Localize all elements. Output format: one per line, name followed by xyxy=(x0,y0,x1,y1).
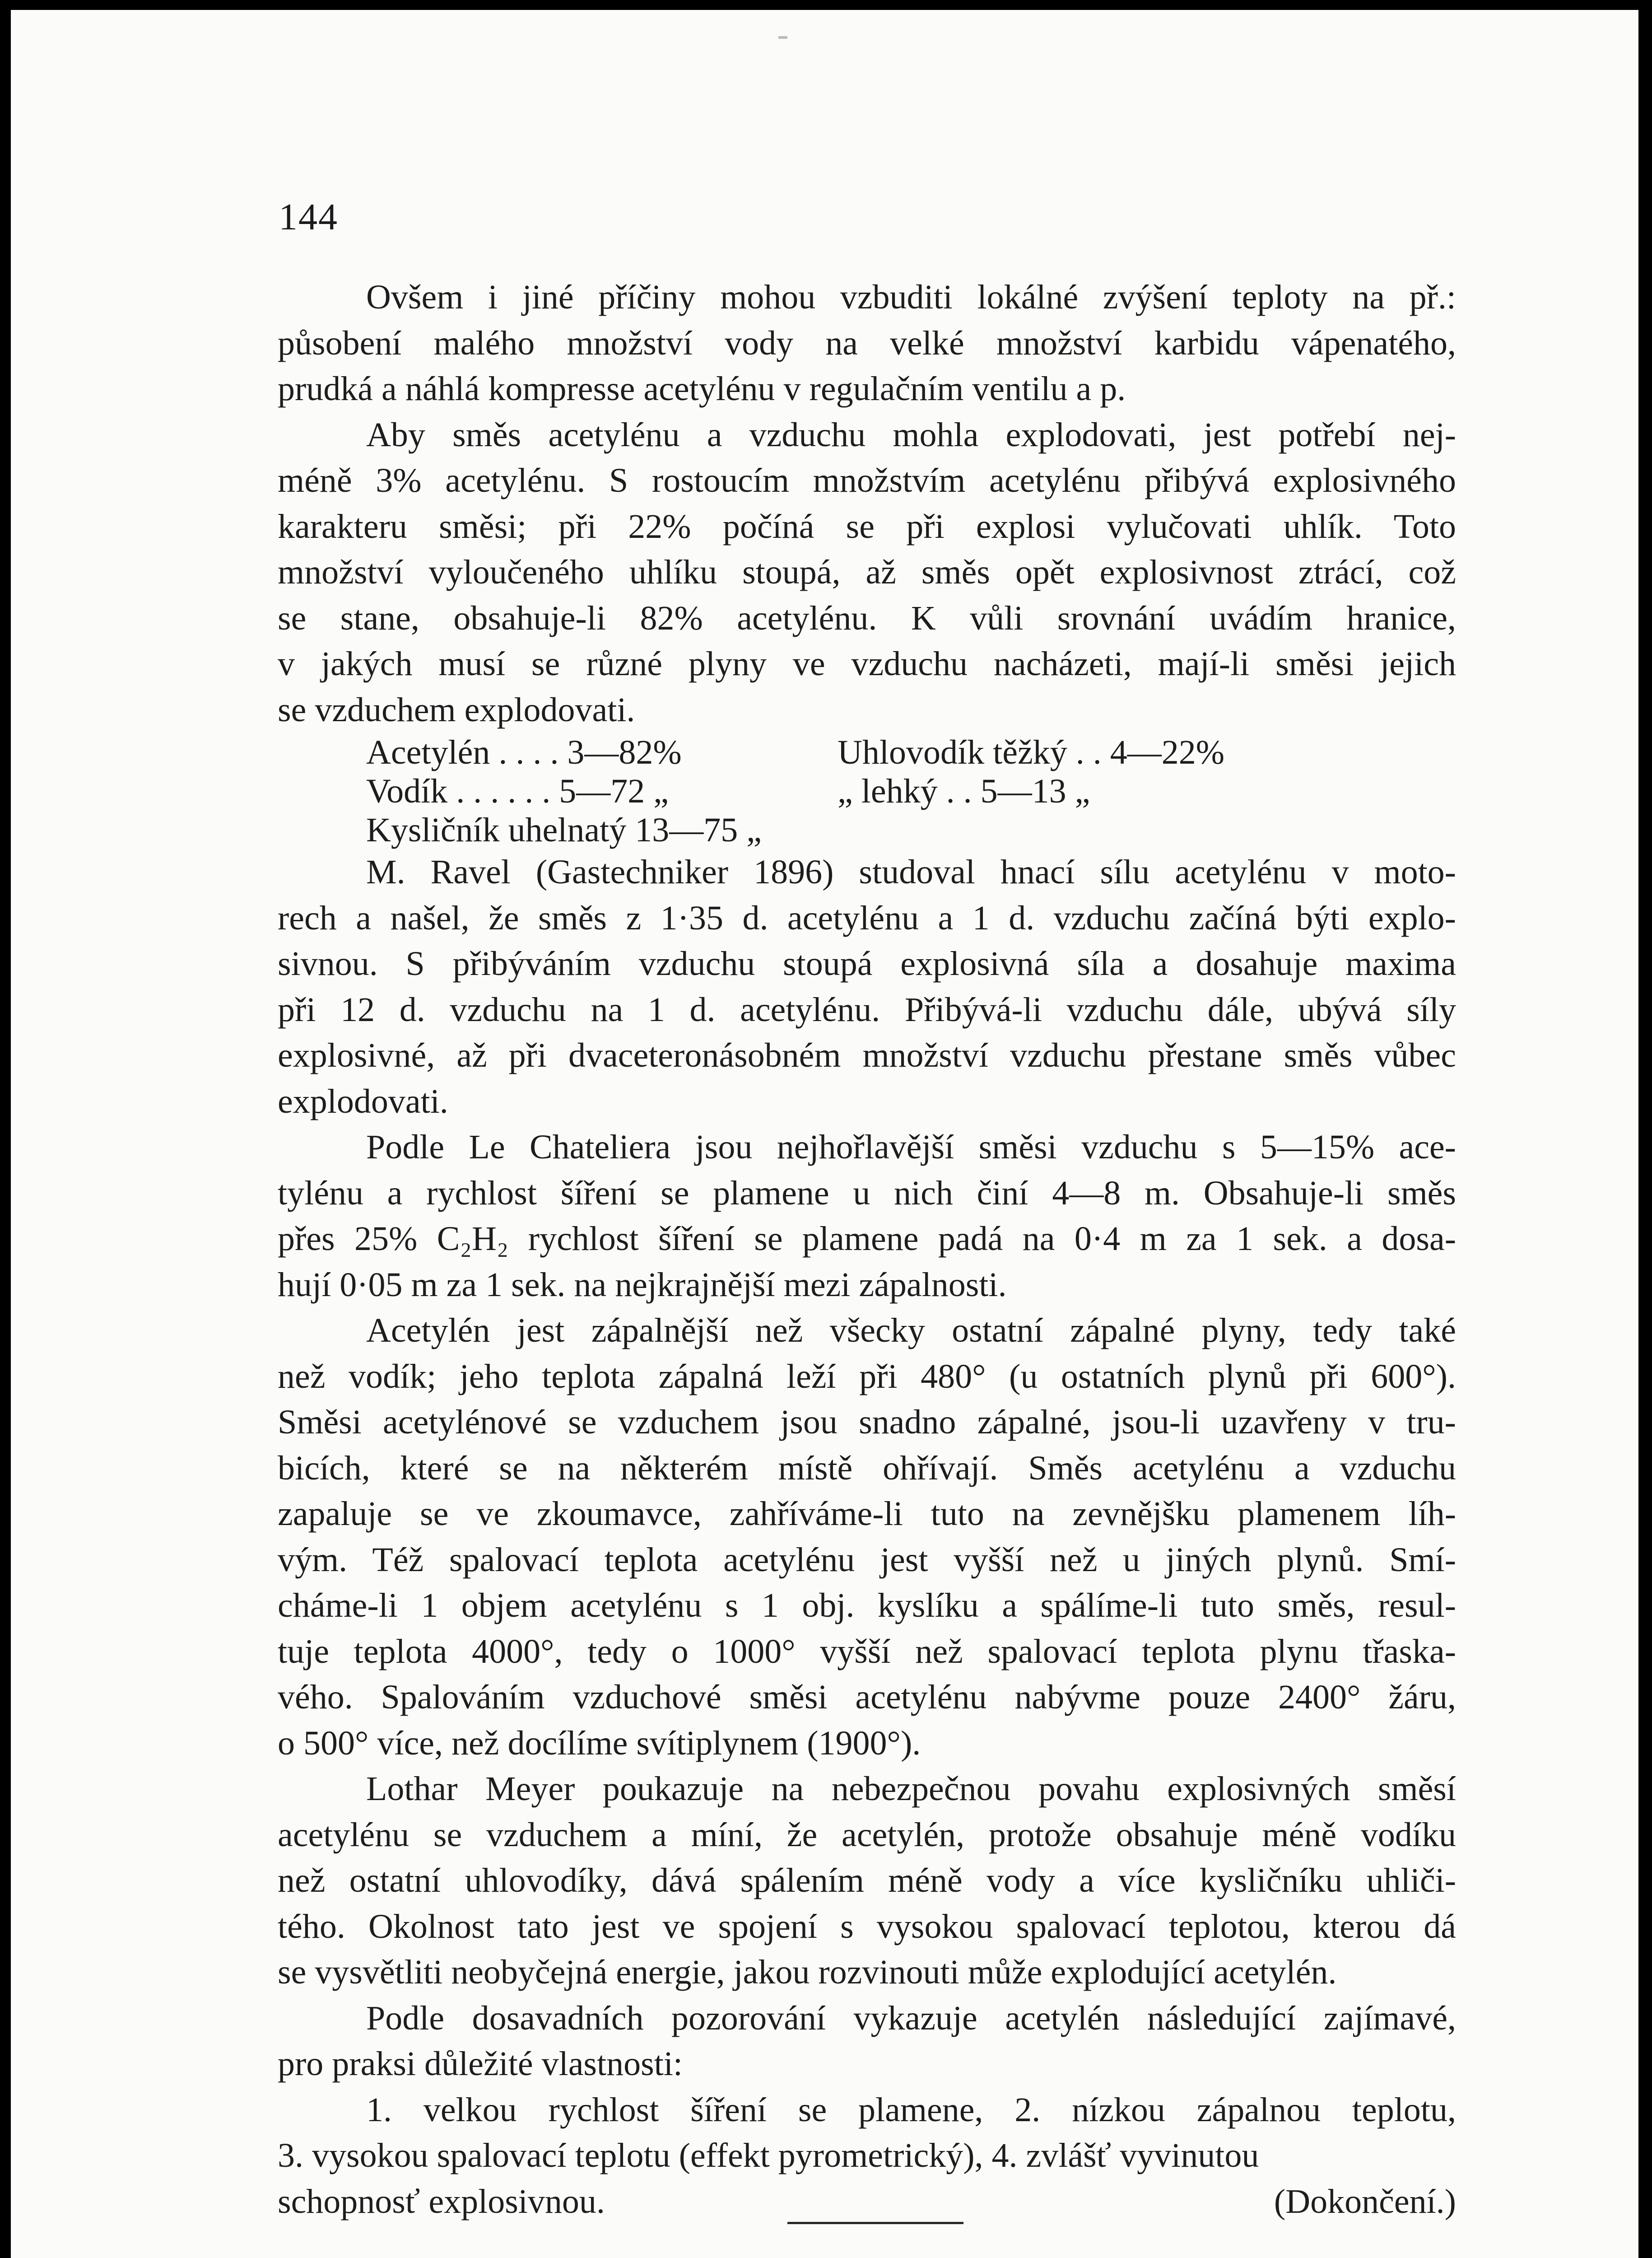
table-cell-gas: Kysličník uhelnatý 13—75 „ xyxy=(366,811,762,849)
text-line: Aby směs acetylénu a vzduchu mohla explodovati, jest potřebí nej- xyxy=(366,415,1456,454)
paragraph xyxy=(278,2087,1456,2179)
body-text xyxy=(278,275,1456,2225)
text-line: Acetylén jest zápalnější než všecky ostatní zápalné plyny, tedy také xyxy=(366,1311,1456,1349)
table-cell-gas: Acetylén . . . . 3—82% xyxy=(366,733,682,771)
text-line: než vodík; jeho teplota zápalná leží při 480° (u ostatních plynů při 600°). xyxy=(278,1357,1456,1395)
text-line: tylénu a rychlost šíření se plamene u nich činí 4—8 m. Obsahuje-li směs xyxy=(278,1174,1456,1212)
text-line: tuje teplota 4000°, tedy o 1000° vyšší než spalovací teplota plynu třaska- xyxy=(278,1632,1456,1670)
text-line: přes 25% C₂H₂ rychlost šíření se plamene padá na 0·4 m za 1 sek. a dosa- xyxy=(278,1220,1456,1258)
text-line: množství vyloučeného uhlíku stoupá, až směs opět explosivnost ztrácí, což xyxy=(278,553,1456,591)
text-line: vým. Též spalovací teplota acetylénu jest vyšší než u jiných plynů. Smí- xyxy=(278,1540,1456,1579)
page-number: 144 xyxy=(279,196,338,238)
table-cell-hydrocarbon: „ lehký . . 5—13 „ xyxy=(838,772,1090,810)
paragraph xyxy=(278,275,1456,412)
final-line xyxy=(278,2179,1456,2225)
text-line: hují 0·05 m za 1 sek. na nejkrajnější mezi zápalnosti. xyxy=(278,1265,1007,1304)
paragraph xyxy=(278,1766,1456,1996)
table-cell-hydrocarbon: Uhlovodík těžký . . 4—22% xyxy=(838,733,1225,771)
text-line: Ovšem i jiné příčiny mohou vzbuditi lokálné zvýšení teploty na př.: xyxy=(366,278,1456,316)
text-line: při 12 d. vzduchu na 1 d. acetylénu. Přibývá-li vzduchu dále, ubývá síly xyxy=(278,990,1456,1029)
text-line: bicích, které se na některém místě ohřívají. Směs acetylénu a vzduchu xyxy=(278,1449,1456,1487)
text-line: vého. Spalováním vzduchové směsi acetylénu nabývme pouze 2400° žáru, xyxy=(278,1678,1456,1716)
table-row xyxy=(278,733,1456,772)
text-line: M. Ravel (Gastechniker 1896) studoval hnací sílu acetylénu v moto- xyxy=(366,853,1456,891)
text-line: explosivné, až při dvaceteronásobném množství vzduchu přestane směs vůbec xyxy=(278,1036,1456,1074)
paragraph xyxy=(278,1308,1456,1766)
scan-mark xyxy=(778,36,787,39)
text-line: pro praksi důležité vlastnosti: xyxy=(278,2045,683,2083)
text-line: cháme-li 1 objem acetylénu s 1 obj. kyslíku a spálíme-li tuto směs, resul- xyxy=(278,1586,1456,1624)
book-page xyxy=(11,10,1638,2258)
text-line: Směsi acetylénové se vzduchem jsou snadno zápalné, jsou-li uzavřeny v tru- xyxy=(278,1403,1456,1441)
explosion-limits-table xyxy=(278,733,1456,849)
text-line: 1. velkou rychlost šíření se plamene, 2. nízkou zápalnou teplotu, xyxy=(366,2090,1456,2129)
text-line: o 500° více, než docílíme svítiplynem (1900°). xyxy=(278,1724,921,1762)
text-line: explodovati. xyxy=(278,1082,448,1120)
end-rule xyxy=(787,2222,963,2224)
text-line: Podle dosavadních pozorování vykazuje acetylén následující zajímavé, xyxy=(366,1999,1456,2037)
table-cell-gas: Vodík . . . . . . 5—72 „ xyxy=(366,772,669,810)
text-line: sivnou. S přibýváním vzduchu stoupá explosivná síla a dosahuje maxima xyxy=(278,945,1456,983)
text-line: méně 3% acetylénu. S rostoucím množstvím acetylénu přibývá explosivného xyxy=(278,462,1456,499)
text-line: se vzduchem explodovati. xyxy=(278,690,635,729)
text-line: působení malého množství vody na velké množství karbidu vápenatého, xyxy=(278,324,1456,362)
paragraph xyxy=(278,849,1456,1124)
text-line: tého. Okolnost tato jest ve spojení s vysokou spalovací teplotou, kterou dá xyxy=(278,1907,1456,1945)
table-row xyxy=(278,811,1456,849)
paragraph xyxy=(278,412,1456,733)
table-row xyxy=(278,772,1456,811)
final-line-text: schopnosť explosivnou. xyxy=(278,2182,605,2221)
continuation-note: (Dokončení.) xyxy=(1274,2182,1456,2221)
text-line: v jakých musí se různé plyny ve vzduchu nacházeti, mají-li směsi jejich xyxy=(278,645,1456,683)
paragraph xyxy=(278,1996,1456,2087)
text-line: prudká a náhlá kompresse acetylénu v regulačním ventilu a p. xyxy=(278,370,1126,408)
text-line: zapaluje se ve zkoumavce, zahříváme-li tuto na zevnějšku plamenem líh- xyxy=(278,1495,1456,1533)
text-line: Lothar Meyer poukazuje na nebezpečnou povahu explosivných směsí xyxy=(366,1770,1456,1808)
text-line: karakteru směsi; při 22% počíná se při explosi vylučovati uhlík. Toto xyxy=(278,507,1456,546)
paragraph xyxy=(278,1124,1456,1308)
paragraphs-after-table xyxy=(278,849,1456,2179)
text-line: Podle Le Chateliera jsou nejhořlavější směsi vzduchu s 5—15% ace- xyxy=(366,1128,1456,1166)
text-line: acetylénu se vzduchem a míní, že acetylén, protože obsahuje méně vodíku xyxy=(278,1815,1456,1854)
text-line: se stane, obsahuje-li 82% acetylénu. K vůli srovnání uvádím hranice, xyxy=(278,599,1456,637)
text-line: než ostatní uhlovodíky, dává spálením méně vody a více kysličníku uhliči- xyxy=(278,1861,1456,1899)
text-line: rech a našel, že směs z 1·35 d. acetylénu a 1 d. vzduchu začíná býti explo- xyxy=(278,899,1456,937)
text-line: 3. vysokou spalovací teplotu (effekt pyrometrický), 4. zvlášť vyvinutou xyxy=(278,2137,1259,2174)
paragraphs-before-table xyxy=(278,275,1456,733)
text-line: se vysvětliti neobyčejná energie, jakou rozvinouti může explodující acetylén. xyxy=(278,1953,1337,1991)
